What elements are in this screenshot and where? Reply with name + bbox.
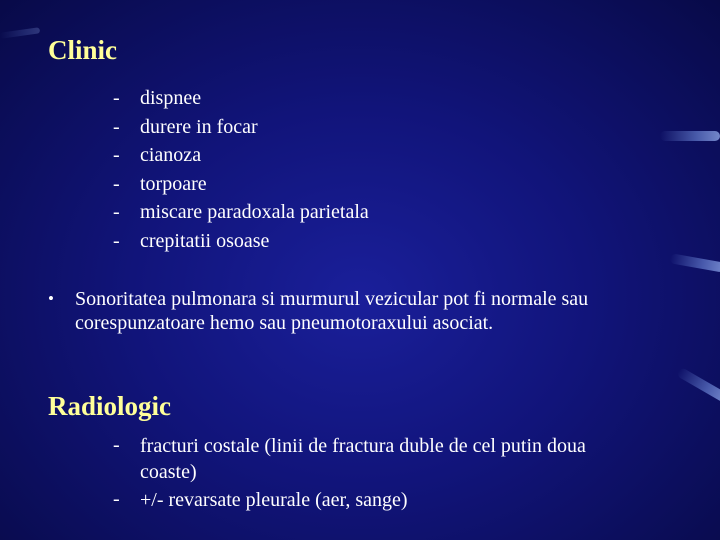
list-item-text-line-1: +/- revarsate pleurale (aer, sange) — [140, 489, 408, 511]
list-item-text: cianoza — [140, 144, 202, 166]
clinic-bullet-paragraph — [48, 287, 688, 335]
bullet-text-line-2: corespunzatoare hemo sau pneumotoraxului asociat. — [75, 312, 494, 334]
list-item — [113, 84, 369, 113]
list-item-text-line-1: fracturi costale (linii de fractura duble de cel putin doua — [140, 435, 586, 457]
dash-marker: - — [113, 115, 120, 138]
list-item — [113, 433, 586, 485]
bullet-marker: • — [48, 289, 54, 308]
radiologic-heading: Radiologic — [48, 391, 172, 421]
decorative-streak — [0, 27, 40, 39]
list-item-text: durere in focar — [140, 115, 258, 138]
dash-marker: - — [113, 201, 120, 223]
list-item — [113, 170, 369, 199]
list-item-text: dispnee — [140, 87, 202, 109]
list-item-text: miscare paradoxala parietala — [140, 201, 369, 223]
dash-marker: - — [113, 434, 120, 456]
list-item — [113, 227, 369, 256]
clinic-heading: Clinic — [48, 35, 118, 65]
list-item-text-line-2: coaste) — [140, 461, 197, 483]
dash-marker: - — [113, 488, 120, 510]
dash-marker: - — [113, 229, 120, 252]
dash-marker: - — [113, 172, 120, 195]
clinic-symptom-list — [113, 84, 369, 255]
list-item — [113, 487, 586, 513]
bullet-text-line-1: Sonoritatea pulmonara si murmurul vezicular pot fi normale sau — [75, 288, 589, 310]
bullet-item — [48, 287, 688, 335]
list-item — [113, 141, 369, 170]
list-item — [113, 198, 369, 227]
list-item — [113, 113, 369, 142]
decorative-streak — [660, 131, 720, 141]
decorative-streak — [676, 367, 720, 403]
radiologic-list — [113, 433, 586, 515]
list-item-text: torpoare — [140, 172, 207, 195]
dash-marker: - — [113, 87, 120, 109]
dash-marker: - — [113, 144, 120, 166]
list-item-text: crepitatii osoase — [140, 229, 270, 252]
decorative-streak — [670, 253, 720, 272]
